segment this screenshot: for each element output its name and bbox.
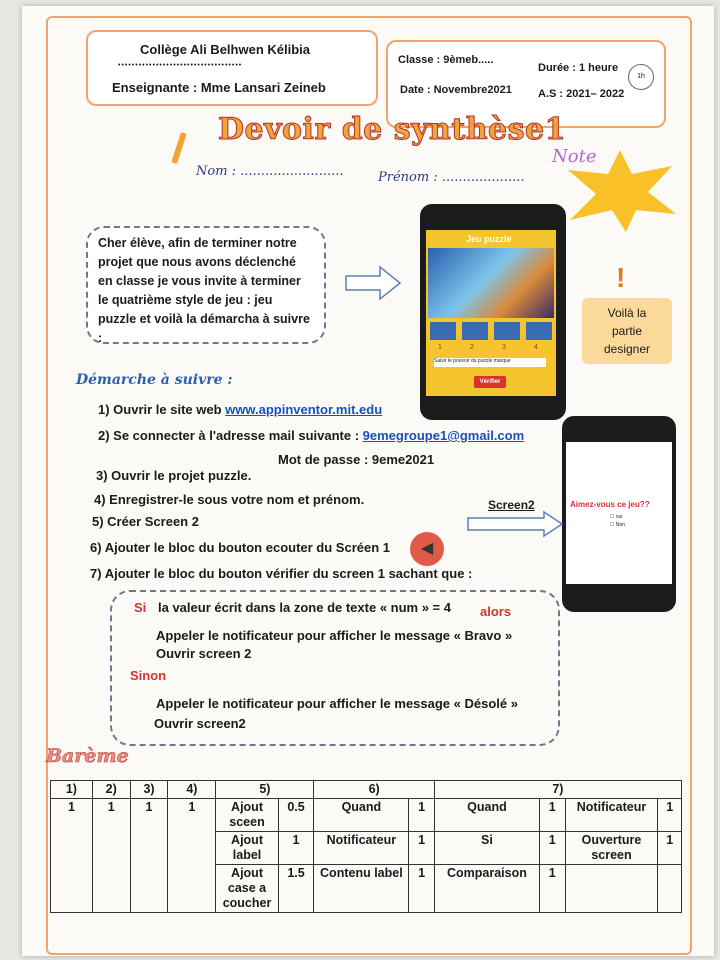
num-input[interactable]: Saisir le pouvoir du puzzle marque	[434, 358, 546, 367]
table-header-row	[51, 781, 682, 799]
score-1: 1	[51, 799, 93, 913]
score-3: 1	[130, 799, 168, 913]
nom-field[interactable]: Nom : .........................	[196, 164, 344, 179]
puzzle-image	[428, 248, 554, 318]
num-1: 1	[438, 344, 442, 351]
cell: Ajout case a coucher	[216, 865, 278, 913]
step-1	[98, 402, 382, 417]
sinon-keyword: Sinon	[130, 668, 167, 683]
step-4: 4) Enregistrer-le sous votre nom et prénom.	[94, 492, 365, 507]
si-keyword: Si	[134, 600, 147, 615]
cell: 1	[409, 832, 435, 865]
cell: 1	[278, 832, 314, 865]
puzzle-pieces	[430, 322, 552, 340]
number-row	[434, 344, 550, 354]
appinventor-link[interactable]: www.appinventor.mit.edu	[225, 402, 383, 417]
then-line-2: Ouvrir screen 2	[156, 646, 252, 661]
designer-note-line1: Voilà la	[607, 306, 647, 320]
verify-button[interactable]: Vérifier	[474, 376, 506, 388]
cell: 1	[540, 832, 566, 865]
question-text: Aimez-vous ce jeu??	[570, 500, 650, 509]
exclamation-icon: !	[616, 262, 626, 293]
note-label: Note	[552, 146, 597, 167]
arrow-right-icon	[344, 264, 402, 302]
header-4: 4)	[168, 781, 216, 799]
checkbox-non-label: Non	[615, 522, 626, 528]
header-3: 3)	[130, 781, 168, 799]
si-condition: la valeur écrit dans la zone de texte « num » = 4	[158, 600, 451, 615]
header-1: 1)	[51, 781, 93, 799]
cell: Ouverture screen	[565, 832, 658, 865]
bareme-title: Barème	[46, 745, 129, 767]
class-label: Classe : 9èmeb.....	[398, 54, 494, 66]
table-row	[51, 799, 682, 832]
cell: Si	[434, 832, 539, 865]
cell: Quand	[314, 799, 409, 832]
step-2	[98, 428, 524, 443]
score-2: 1	[92, 799, 130, 913]
score-4: 1	[168, 799, 216, 913]
condition-box	[110, 590, 560, 746]
prenom-field[interactable]: Prénom : ....................	[378, 170, 525, 185]
designer-note	[582, 298, 672, 364]
step-7: 7) Ajouter le bloc du bouton vérifier du screen 1 sachant que :	[90, 566, 473, 581]
phone-mockup-puzzle	[420, 204, 566, 420]
phone-mockup-screen2	[562, 416, 676, 612]
duration-label: Durée : 1 heure	[538, 62, 619, 74]
cell: 1	[540, 865, 566, 913]
cell	[658, 865, 682, 913]
step-1-text: 1) Ouvrir le site web	[98, 402, 226, 417]
cell: 1	[409, 799, 435, 832]
school-year-label: A.S : 2021– 2022	[538, 88, 625, 100]
header-7: 7)	[434, 781, 681, 799]
cell: 1	[540, 799, 566, 832]
cell: 0.5	[278, 799, 314, 832]
designer-note-line3: designer	[603, 342, 651, 356]
num-2: 2	[470, 344, 474, 351]
school-name: Collège Ali Belhwen Kélibia	[140, 42, 310, 57]
step-5: 5) Créer Screen 2	[92, 514, 199, 529]
header-5: 5)	[216, 781, 314, 799]
arrow-right-icon-2	[466, 510, 564, 538]
else-line-1: Appeler le notificateur pour afficher le message « Désolé »	[156, 696, 518, 711]
cell: 1	[658, 799, 682, 832]
cell: Ajout sceen	[216, 799, 278, 832]
num-3: 3	[502, 344, 506, 351]
bareme-table	[50, 780, 682, 913]
intro-text: Cher élève, afin de terminer notre projet que nous avons déclenché en classe je vous invite à terminer le quatrième style de jeu : jeu puzzle et voilà la démarcha à suivre :	[86, 226, 326, 344]
checkbox-oui[interactable]: ☐ oui	[610, 514, 623, 520]
cell: 1	[409, 865, 435, 913]
cell: Notificateur	[314, 832, 409, 865]
dots-line: ••••••••••••••••••••••••••••••••••••	[118, 62, 243, 69]
cell: 1.5	[278, 865, 314, 913]
exam-title: Devoir de synthèse1	[218, 112, 566, 147]
stopwatch-icon: 1h	[628, 64, 654, 90]
cell: Ajout label	[216, 832, 278, 865]
step-6: 6) Ajouter le bloc du bouton ecouter du Scréen 1	[90, 540, 390, 555]
alors-keyword: alors	[480, 604, 512, 619]
email-link[interactable]: 9emegroupe1@gmail.com	[362, 428, 525, 443]
cell: Contenu label	[314, 865, 409, 913]
phone-screen	[426, 230, 556, 396]
demarche-title: Démarche à suivre :	[76, 372, 233, 388]
star-icon	[560, 148, 680, 234]
cell	[565, 865, 658, 913]
checkbox-oui-label: oui	[615, 514, 623, 520]
designer-note-line2: partie	[611, 324, 643, 338]
then-line-1: Appeler le notificateur pour afficher le message « Bravo »	[156, 628, 513, 643]
header-2: 2)	[92, 781, 130, 799]
step-2-text: 2) Se connecter à l'adresse mail suivante :	[98, 428, 363, 443]
cell: Quand	[434, 799, 539, 832]
cell: Notificateur	[565, 799, 658, 832]
speaker-icon: ◀	[410, 532, 444, 566]
phone2-screen	[566, 442, 672, 584]
screen2-label: Screen2	[488, 498, 535, 512]
cell: 1	[658, 832, 682, 865]
cell: Comparaison	[434, 865, 539, 913]
header-6: 6)	[314, 781, 434, 799]
app-title: Jeu puzzle	[466, 234, 512, 244]
num-4: 4	[534, 344, 538, 351]
step-3: 3) Ouvrir le projet puzzle.	[96, 468, 252, 483]
else-line-2: Ouvrir screen2	[154, 716, 246, 731]
date-label: Date : Novembre2021	[400, 84, 512, 96]
teacher-name: Enseignante : Mme Lansari Zeineb	[112, 80, 326, 95]
checkbox-non[interactable]: ☐ Non	[610, 522, 626, 528]
school-box	[86, 30, 378, 106]
password-line: Mot de passe : 9eme2021	[278, 452, 435, 467]
